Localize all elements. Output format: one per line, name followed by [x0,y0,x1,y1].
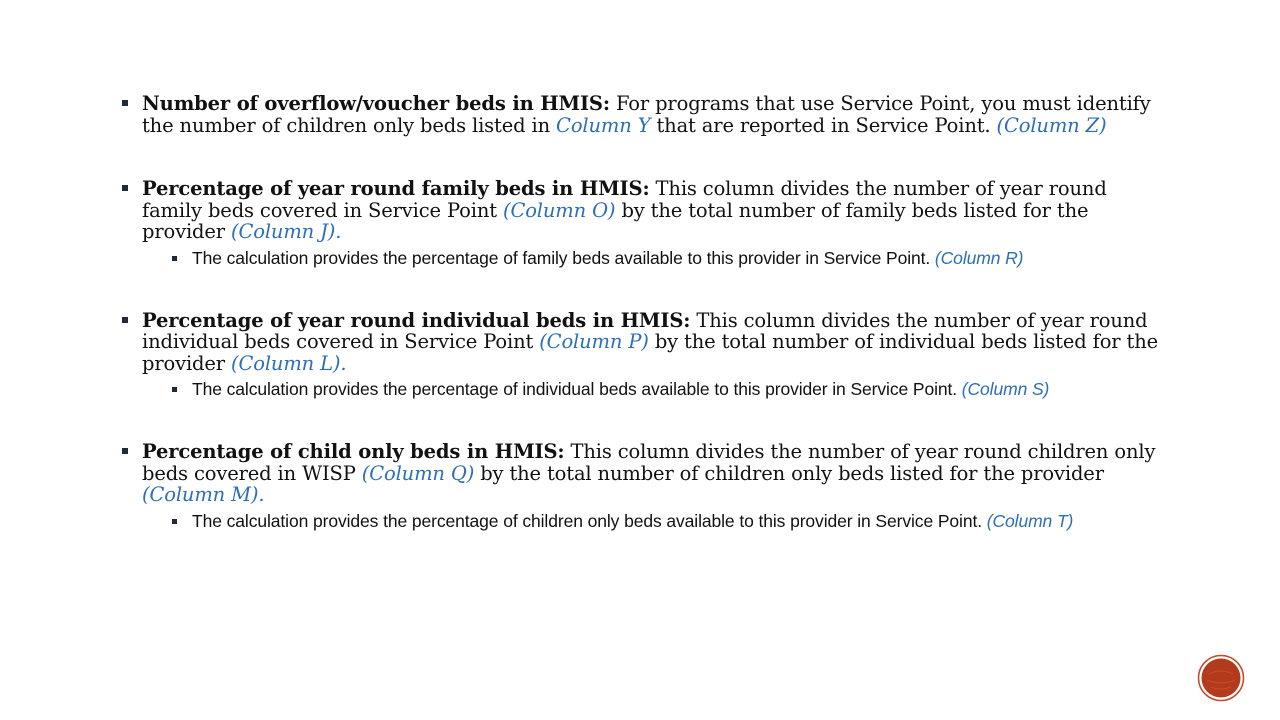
badge-fill [1202,659,1241,698]
sub-bullet-child-calculation [170,512,1170,531]
bullet-text: This column divides the number of year round individual beds covered in Service Point [142,308,1148,353]
bullet-term: Number of overflow/voucher beds in HMIS: [142,92,610,115]
square-sub-bullet-icon [172,519,177,524]
column-reference: (Column Z) [996,113,1107,137]
bullet-term: Percentage of year round family beds in HMIS: [142,177,650,200]
column-reference: (Column S) [961,379,1050,399]
column-reference: (Column M). [142,483,265,506]
bullet-individual-beds-percentage [120,310,1170,400]
slide-body [120,93,1170,531]
column-reference: (Column R) [934,247,1024,268]
sub-bullet-text: The calculation provides the percentage of individual beds available to this provider in Service Point. [192,379,962,399]
bullet-overflow-voucher-beds [120,93,1170,136]
square-sub-bullet-icon [172,387,177,392]
column-reference: (Column Q) [361,461,475,485]
sub-bullet-family-calculation [170,249,1170,268]
bullet-text: that are reported in Service Point. [650,113,997,137]
sub-bullet-text: The calculation provides the percentage of family beds available to this provider in Service Point. [192,247,935,268]
slide-number-badge-icon [1197,654,1245,702]
bullet-text: This column divides the number of year round family beds covered in Service Point [142,177,1107,222]
column-reference: (Column O) [502,198,616,222]
column-reference: (Column J). [231,220,342,243]
column-reference: (Column L). [231,351,347,375]
square-bullet-icon [122,448,128,454]
bullet-term: Percentage of child only beds in HMIS: [142,440,565,463]
bullet-text: by the total number of family beds listed for the provider [142,198,1089,243]
bullet-text: For programs that use Service Point, you must identify the number of children only beds listed in [142,92,1151,137]
square-sub-bullet-icon [172,256,177,261]
bullet-child-only-beds-percentage [120,441,1170,531]
sub-bullet-individual-calculation [170,380,1170,399]
column-reference: Column Y [556,113,651,137]
bullet-term: Percentage of year round individual beds in HMIS: [142,308,691,332]
bullet-text: This column divides the number of year round children only beds covered in WISP [142,440,1156,485]
column-reference: (Column T) [986,510,1074,531]
bullet-family-beds-percentage [120,178,1170,268]
square-bullet-icon [122,317,128,323]
sub-bullet-text: The calculation provides the percentage of children only beds available to this provider in Service Point. [192,510,987,531]
column-reference: (Column P) [539,330,649,353]
bullet-text: by the total number of individual beds listed for the provider [142,330,1159,375]
square-bullet-icon [122,185,128,191]
square-bullet-icon [122,100,128,106]
bullet-text: by the total number of children only beds listed for the provider [474,461,1104,485]
